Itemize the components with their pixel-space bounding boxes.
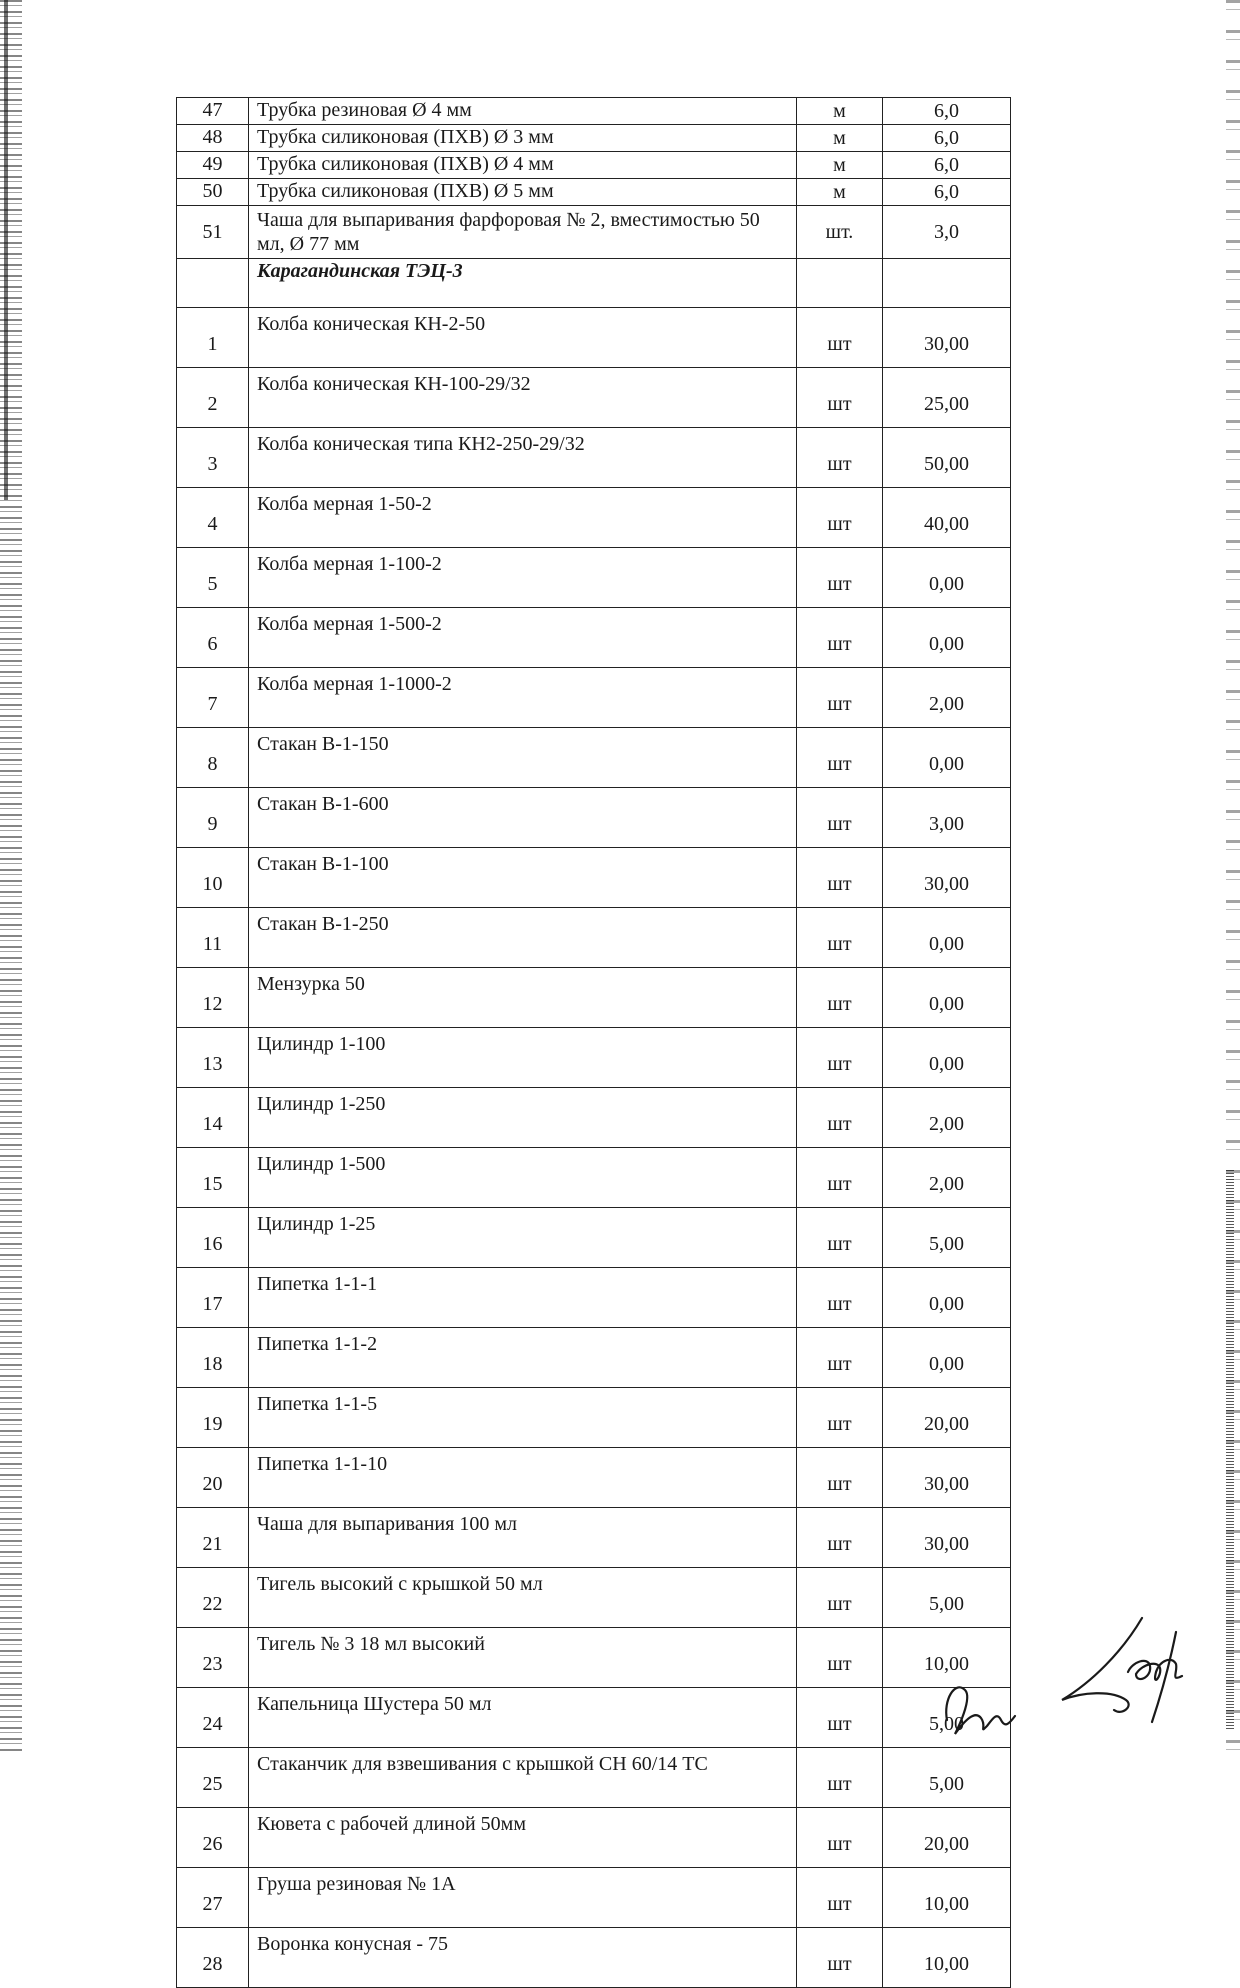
- item-quantity: 0,00: [883, 908, 1011, 968]
- item-quantity: 6,0: [883, 179, 1011, 206]
- row-number: 15: [177, 1148, 249, 1208]
- item-quantity: 3,0: [883, 206, 1011, 259]
- item-quantity: 0,00: [883, 1268, 1011, 1328]
- table-row: [177, 1808, 1011, 1868]
- row-number: 27: [177, 1868, 249, 1928]
- item-name: Трубка силиконовая (ПХВ) Ø 3 мм: [249, 125, 797, 152]
- item-name: Колба коническая КН-2-50: [249, 308, 797, 368]
- row-number: 14: [177, 1088, 249, 1148]
- item-quantity: 20,00: [883, 1808, 1011, 1868]
- section-title: Карагандинская ТЭЦ-3: [249, 259, 797, 308]
- inventory-table-body: [177, 98, 1011, 1988]
- table-row: [177, 1388, 1011, 1448]
- table-row: [177, 428, 1011, 488]
- signature-left: [935, 1660, 1045, 1740]
- table-row: [177, 1208, 1011, 1268]
- item-quantity: 6,0: [883, 152, 1011, 179]
- item-quantity: 0,00: [883, 968, 1011, 1028]
- row-number: 4: [177, 488, 249, 548]
- table-row: [177, 152, 1011, 179]
- item-name: Стакан В-1-600: [249, 788, 797, 848]
- item-name: Мензурка 50: [249, 968, 797, 1028]
- row-number: 22: [177, 1568, 249, 1628]
- row-number: 48: [177, 125, 249, 152]
- item-name: Цилиндр 1-25: [249, 1208, 797, 1268]
- row-number: 26: [177, 1808, 249, 1868]
- item-quantity: 30,00: [883, 308, 1011, 368]
- item-name: Капельница Шустера 50 мл: [249, 1688, 797, 1748]
- table-row: [177, 1568, 1011, 1628]
- item-unit: шт: [797, 1388, 883, 1448]
- item-name: Груша резиновая № 1А: [249, 1868, 797, 1928]
- item-quantity: 10,00: [883, 1868, 1011, 1928]
- item-quantity: 30,00: [883, 848, 1011, 908]
- item-name: Трубка резиновая Ø 4 мм: [249, 98, 797, 125]
- row-number: 25: [177, 1748, 249, 1808]
- item-name: Стакан В-1-150: [249, 728, 797, 788]
- item-unit: шт: [797, 1568, 883, 1628]
- item-unit: шт: [797, 968, 883, 1028]
- item-name: Колба мерная 1-50-2: [249, 488, 797, 548]
- item-quantity: 20,00: [883, 1388, 1011, 1448]
- table-row: [177, 1508, 1011, 1568]
- item-quantity: 30,00: [883, 1448, 1011, 1508]
- table-row: [177, 1688, 1011, 1748]
- item-name: Стакан В-1-250: [249, 908, 797, 968]
- item-unit: шт: [797, 1328, 883, 1388]
- row-number: 8: [177, 728, 249, 788]
- table-row: [177, 1028, 1011, 1088]
- table-row: [177, 1088, 1011, 1148]
- item-name: Стакан В-1-100: [249, 848, 797, 908]
- item-name: Колба коническая типа КН2-250-29/32: [249, 428, 797, 488]
- item-quantity: 3,00: [883, 788, 1011, 848]
- item-unit: шт: [797, 728, 883, 788]
- row-number: 23: [177, 1628, 249, 1688]
- item-quantity: 5,00: [883, 1748, 1011, 1808]
- item-quantity: 5,00: [883, 1568, 1011, 1628]
- row-number: 17: [177, 1268, 249, 1328]
- table-row: [177, 1868, 1011, 1928]
- row-number: 1: [177, 308, 249, 368]
- item-unit: шт: [797, 1628, 883, 1688]
- item-quantity: 50,00: [883, 428, 1011, 488]
- item-quantity: 10,00: [883, 1628, 1011, 1688]
- item-unit: м: [797, 125, 883, 152]
- row-number: 24: [177, 1688, 249, 1748]
- row-number: 3: [177, 428, 249, 488]
- row-number: 19: [177, 1388, 249, 1448]
- item-name: Кювета с рабочей длиной 50мм: [249, 1808, 797, 1868]
- table-row: [177, 308, 1011, 368]
- item-quantity: 0,00: [883, 608, 1011, 668]
- row-number: 7: [177, 668, 249, 728]
- row-number: 12: [177, 968, 249, 1028]
- item-name: Стаканчик для взвешивания с крышкой СН 60/14 ТС: [249, 1748, 797, 1808]
- row-number: 9: [177, 788, 249, 848]
- item-unit: шт: [797, 308, 883, 368]
- item-unit: шт: [797, 668, 883, 728]
- item-name: Пипетка 1-1-1: [249, 1268, 797, 1328]
- table-row: [177, 368, 1011, 428]
- item-name: Воронка конусная - 75: [249, 1928, 797, 1988]
- scan-edge-right-bar: [1226, 1170, 1234, 1730]
- item-quantity: 5,00: [883, 1688, 1011, 1748]
- item-unit: шт: [797, 908, 883, 968]
- item-quantity: 25,00: [883, 368, 1011, 428]
- item-quantity: 0,00: [883, 1028, 1011, 1088]
- item-unit: шт: [797, 1208, 883, 1268]
- scan-edge-left-bar: [4, 0, 8, 500]
- item-quantity: 2,00: [883, 1088, 1011, 1148]
- item-unit: шт: [797, 788, 883, 848]
- item-unit: шт: [797, 608, 883, 668]
- table-row: [177, 848, 1011, 908]
- item-quantity: 6,0: [883, 125, 1011, 152]
- item-name: Трубка силиконовая (ПХВ) Ø 5 мм: [249, 179, 797, 206]
- inventory-table: [176, 97, 1011, 1988]
- item-quantity: 2,00: [883, 1148, 1011, 1208]
- item-unit: шт: [797, 488, 883, 548]
- item-unit: м: [797, 98, 883, 125]
- item-name: Цилиндр 1-250: [249, 1088, 797, 1148]
- row-number: 13: [177, 1028, 249, 1088]
- item-name: Пипетка 1-1-10: [249, 1448, 797, 1508]
- item-name: Тигель № 3 18 мл высокий: [249, 1628, 797, 1688]
- item-name: Цилиндр 1-100: [249, 1028, 797, 1088]
- table-row: [177, 1268, 1011, 1328]
- item-unit: шт: [797, 428, 883, 488]
- row-number: 2: [177, 368, 249, 428]
- table-row: [177, 1748, 1011, 1808]
- table-row: [177, 548, 1011, 608]
- section-number: [177, 259, 249, 308]
- row-number: 50: [177, 179, 249, 206]
- item-unit: шт: [797, 1688, 883, 1748]
- item-unit: шт: [797, 1268, 883, 1328]
- item-quantity: 0,00: [883, 548, 1011, 608]
- item-name: Колба мерная 1-1000-2: [249, 668, 797, 728]
- table-row: [177, 1928, 1011, 1988]
- table-row: [177, 98, 1011, 125]
- table-row: [177, 788, 1011, 848]
- row-number: 20: [177, 1448, 249, 1508]
- row-number: 6: [177, 608, 249, 668]
- section-quantity: [883, 259, 1011, 308]
- item-name: Цилиндр 1-500: [249, 1148, 797, 1208]
- row-number: 21: [177, 1508, 249, 1568]
- item-unit: шт: [797, 848, 883, 908]
- table-row: [177, 179, 1011, 206]
- row-number: 11: [177, 908, 249, 968]
- row-number: 5: [177, 548, 249, 608]
- item-unit: м: [797, 152, 883, 179]
- item-name: Пипетка 1-1-5: [249, 1388, 797, 1448]
- row-number: 49: [177, 152, 249, 179]
- item-quantity: 0,00: [883, 1328, 1011, 1388]
- signature-right: [1052, 1612, 1212, 1732]
- item-unit: шт: [797, 368, 883, 428]
- item-quantity: 30,00: [883, 1508, 1011, 1568]
- table-row: [177, 608, 1011, 668]
- item-name: Тигель высокий с крышкой 50 мл: [249, 1568, 797, 1628]
- section-unit: [797, 259, 883, 308]
- item-unit: шт: [797, 1508, 883, 1568]
- item-unit: шт.: [797, 206, 883, 259]
- item-unit: шт: [797, 1748, 883, 1808]
- item-name: Пипетка 1-1-2: [249, 1328, 797, 1388]
- item-quantity: 5,00: [883, 1208, 1011, 1268]
- item-unit: шт: [797, 1028, 883, 1088]
- table-row: [177, 125, 1011, 152]
- row-number: 18: [177, 1328, 249, 1388]
- item-unit: шт: [797, 1448, 883, 1508]
- row-number: 16: [177, 1208, 249, 1268]
- table-row: [177, 1328, 1011, 1388]
- table-row: [177, 1448, 1011, 1508]
- table-row: [177, 1148, 1011, 1208]
- item-quantity: 40,00: [883, 488, 1011, 548]
- table-row: [177, 968, 1011, 1028]
- item-quantity: 0,00: [883, 728, 1011, 788]
- table-row: [177, 1628, 1011, 1688]
- item-name: Колба коническая КН-100-29/32: [249, 368, 797, 428]
- item-unit: шт: [797, 548, 883, 608]
- item-quantity: 6,0: [883, 98, 1011, 125]
- item-unit: шт: [797, 1088, 883, 1148]
- item-unit: шт: [797, 1928, 883, 1988]
- row-number: 10: [177, 848, 249, 908]
- item-unit: шт: [797, 1148, 883, 1208]
- item-name: Колба мерная 1-100-2: [249, 548, 797, 608]
- section-row: [177, 259, 1011, 308]
- item-name: Трубка силиконовая (ПХВ) Ø 4 мм: [249, 152, 797, 179]
- table-row: [177, 668, 1011, 728]
- table-row: [177, 728, 1011, 788]
- row-number: 51: [177, 206, 249, 259]
- item-unit: шт: [797, 1808, 883, 1868]
- item-quantity: 2,00: [883, 668, 1011, 728]
- row-number: 28: [177, 1928, 249, 1988]
- table-row: [177, 908, 1011, 968]
- table-row: [177, 488, 1011, 548]
- row-number: 47: [177, 98, 249, 125]
- item-quantity: 10,00: [883, 1928, 1011, 1988]
- item-name: Колба мерная 1-500-2: [249, 608, 797, 668]
- item-name: Чаша для выпаривания фарфоровая № 2, вместимостью 50 мл, Ø 77 мм: [249, 206, 797, 259]
- item-name: Чаша для выпаривания 100 мл: [249, 1508, 797, 1568]
- item-unit: м: [797, 179, 883, 206]
- item-unit: шт: [797, 1868, 883, 1928]
- table-row: [177, 206, 1011, 259]
